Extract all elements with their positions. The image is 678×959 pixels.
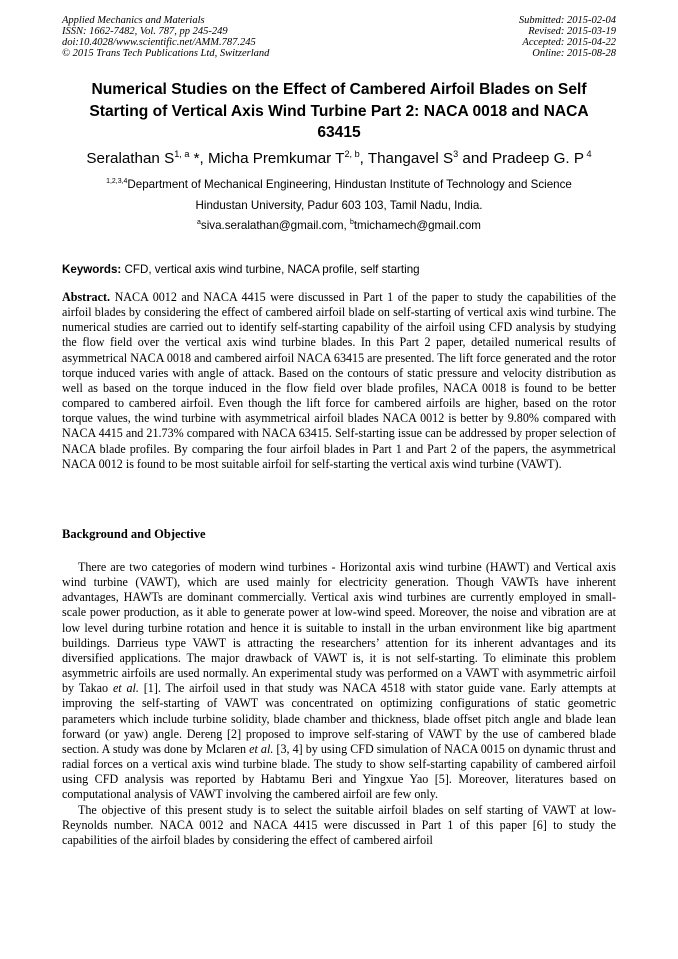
copyright-line: © 2015 Trans Tech Publications Ltd, Switzerland bbox=[62, 48, 270, 59]
email-address: tmichamech@gmail.com bbox=[353, 219, 481, 232]
email-address: siva.seralathan@gmail.com, bbox=[200, 219, 350, 232]
affiliation-line-2: Hindustan University, Padur 603 103, Tamil Nadu, India. bbox=[195, 198, 483, 212]
submission-dates bbox=[519, 15, 616, 59]
abstract-label: Abstract. bbox=[62, 290, 111, 304]
paragraph: The objective of this present study is to select the suitable airfoil blades on self starting of VAWT at low-Reynolds number. NACA 0012 and NACA 4415 were discussed in Part 1 of this paper [6] to study the capabilities of the airfoil blades by considering the effect of cambered airfoil bbox=[62, 802, 616, 847]
author-affil-mark: 2, b bbox=[344, 148, 360, 159]
doi-line: doi:10.4028/www.scientific.net/AMM.787.245 bbox=[62, 37, 256, 48]
author-emails bbox=[62, 218, 616, 234]
author-name: Thangavel S bbox=[367, 150, 454, 167]
online-date: Online: 2015-08-28 bbox=[532, 48, 616, 59]
revised-date: Revised: 2015-03-19 bbox=[528, 26, 616, 37]
keywords bbox=[62, 262, 616, 278]
email-mark: b bbox=[349, 219, 354, 227]
author-separator: and bbox=[458, 150, 492, 167]
accepted-date: Accepted: 2015-04-22 bbox=[522, 37, 616, 48]
journal-info bbox=[62, 15, 269, 59]
keywords-label: Keywords: bbox=[62, 263, 122, 276]
affiliation-mark: 1,2,3,4 bbox=[106, 178, 128, 186]
issn-line: ISSN: 1662-7482, Vol. 787, pp 245-249 bbox=[62, 26, 228, 37]
email-mark: a bbox=[197, 219, 201, 227]
title-line-1: Numerical Studies on the Effect of Cambered Airfoil Blades on Self bbox=[91, 81, 587, 98]
title-line-2: Starting of Vertical Axis Wind Turbine Part 2: NACA 0018 and NACA bbox=[89, 102, 589, 120]
affiliation-line-1: $^{1,2,3,4}$Department of Mechanical Engineering, Hindustan Institute of Technology and Science bbox=[106, 178, 572, 191]
author-name: Micha Premkumar T bbox=[208, 150, 345, 167]
submitted-date: Submitted: 2015-02-04 bbox=[518, 15, 616, 26]
body-text bbox=[62, 560, 616, 848]
author-name: Pradeep G. P bbox=[491, 150, 584, 167]
abstract bbox=[62, 290, 616, 472]
author-affil-mark: 3 bbox=[453, 148, 459, 159]
journal-name: Applied Mechanics and Materials bbox=[62, 15, 205, 26]
keywords-text: CFD, vertical axis wind turbine, NACA profile, self starting bbox=[121, 263, 420, 276]
author-list bbox=[62, 149, 616, 169]
section-heading: Background and Objective bbox=[62, 527, 206, 541]
paragraph: There are two categories of modern wind turbines - Horizontal axis wind turbine (HAWT) and Vertical axis wind turbine (VAWT), which are used mainly for electricity generation. Though VAWTs have inherent advantages, HAWTs are dominant commercially. Vertical axis wind turbines are currently employed in small-scale power production, as it able to generate power at low-wind speed. Moreover, the noise and vibration are at low level during turbine rotation and hence it is suitable to install in the urban environment like big apartment buildings. Darrieus type VAWT is attracting the researchers’ attention for its inherent advantages and its diversified applications. The major drawback of VAWT is, it is not self-starting. To eliminate this problem asymmetric airfoils are used normally. An experimental study was performed on a VAWT with asymmetric airfoil by Takao et al. [1]. The airfoil used in that study was NACA 4518 with stator guide vane. Early attempts at improving the self-starting of VAWT was concentrated on optimizing configurations of static geometric parameters which include turbine solidity, blade chamber and thickness, blade offset pitch angle and blade lean forward (or yaw) angle. Dereng [2] proposed to improve self-staring of VAWT by the use of cambered blade section. A study was done by Mclaren et al. [3, 4] by using CFD simulation of NACA 0015 on dynamic thrust and radial forces on a vertical axis wind turbine blade. The study to show self-starting capability of cambered airfoil using CFD analysis was reported by Habtamu Beri and Yingxue Yao [5]. Moreover, literatures based on computational analysis of VAWT involving the cambered airfoil are few only. bbox=[62, 560, 616, 802]
abstract-text: NACA 0012 and NACA 4415 were discussed in Part 1 of the paper to study the capabilities of the airfoil blades by considering the effect of cambered airfoil blade on self-starting of vertical axis wind turbine. The numerical studies are carried out to identify self-starting capability of the airfoil using CFD analysis by studying the flow field over the vertical axis wind turbine blades. In this Part 2 paper, detailed numerical results of asymmetrical NACA 0018 and cambered airfoil NACA 63415 are presented. The lift force generated and the rotor torque induced varies with angle of attack. Based on the contours of static pressure and velocity distribution as well as based on the torque induced in the flow field over blade profiles, NACA 0018 is found to be better compared to cambered airfoil. Even though the lift force for cambered airfoils are higher, based on the rotor torque values, the wind turbine with asymmetrical airfoil blades NACA 0012 is better by 9.80% compared with NACA 4415 and 21.73% compared with NACA 63415. Self-starting issue can be addressed by proper selection of NACA blade profiles. By comparing the four airfoil blades in Part 1 and Part 2 of the papers, the asymmetrical NACA 0012 is found to be most suitable airfoil for self-starting the vertical axis wind turbine (VAWT). bbox=[62, 290, 616, 471]
author-affil-mark: 1, a bbox=[174, 148, 190, 159]
corresponding-mark: *, bbox=[189, 150, 208, 167]
paper-title bbox=[62, 79, 616, 144]
affiliation bbox=[62, 175, 616, 216]
author-separator: , bbox=[359, 150, 368, 167]
author-name: Seralathan S bbox=[86, 150, 175, 167]
author-affil-mark: 4 bbox=[583, 148, 592, 159]
title-line-3: 63415 bbox=[317, 124, 361, 141]
